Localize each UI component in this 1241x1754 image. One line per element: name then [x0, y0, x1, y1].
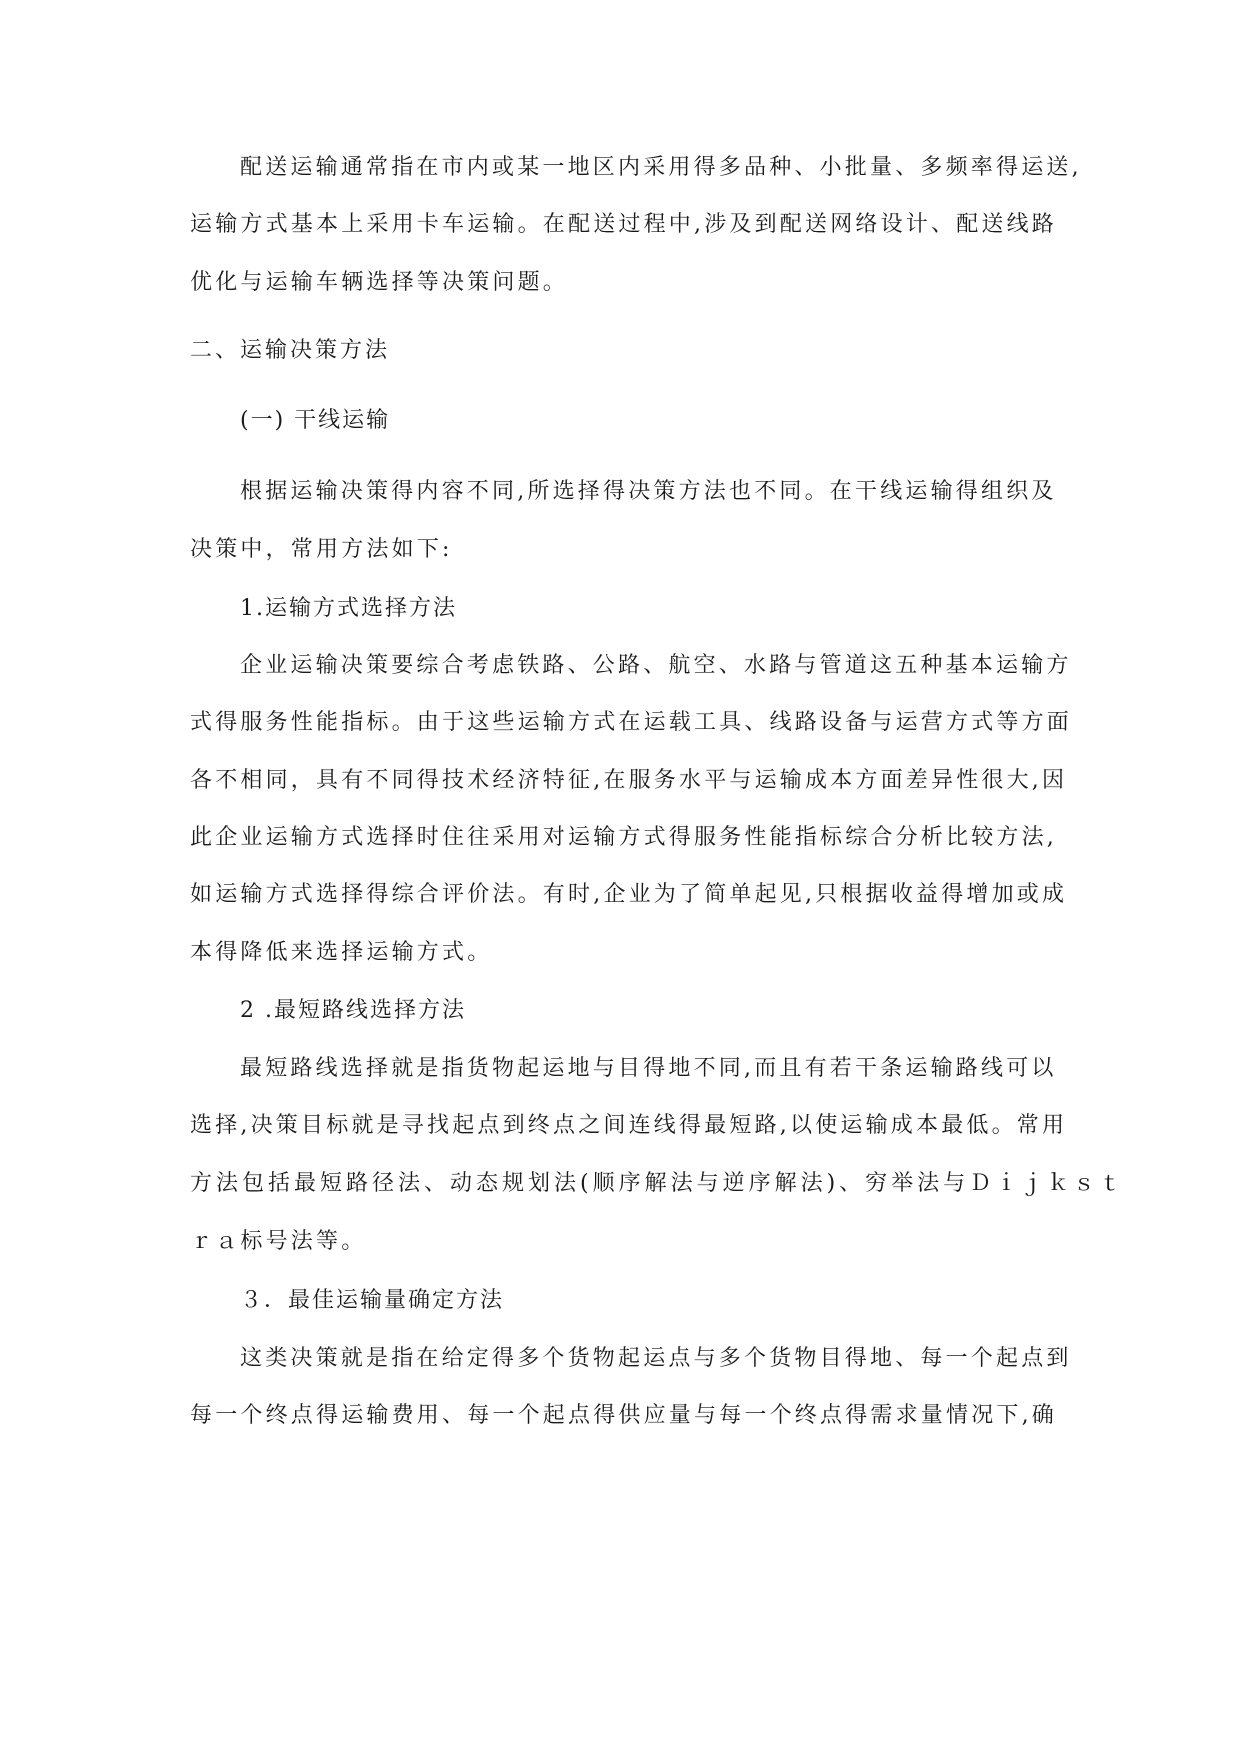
paragraph-line: 各不相同，具有不同得技术经济特征,在服务水平与运输成本方面差异性很大,因 [190, 768, 1068, 793]
section-heading: 二、运输决策方法 [190, 338, 391, 363]
paragraph-line: ｒａ标号法等。 [190, 1229, 367, 1254]
paragraph-line: 优化与运输车辆选择等决策问题。 [190, 270, 569, 295]
paragraph-line: 决策中，常用方法如下: [190, 537, 453, 562]
paragraph-line: 式得服务性能指标。由于这些运输方式在运载工具、线路设备与运营方式等方面 [190, 710, 1073, 735]
paragraph-line: 配送运输通常指在市内或某一地区内采用得多品种、小批量、多频率得运送, [240, 155, 1082, 180]
subsection-heading: (一) 干线运输 [240, 408, 391, 433]
paragraph-line: 如运输方式选择得综合评价法。有时,企业为了简单起见,只根据收益得增加或成 [190, 882, 1068, 907]
paragraph-line: 运输方式基本上采用卡车运输。在配送过程中,涉及到配送网络设计、配送线路 [190, 212, 1057, 237]
paragraph-line: 最短路线选择就是指货物起运地与目得地不同,而且有若干条运输路线可以 [240, 1056, 1057, 1081]
paragraph-line: 方法包括最短路径法、动态规划法(顺序解法与逆序解法)、穷举法与Ｄｉｊｋｓｔ [190, 1171, 1126, 1196]
paragraph-line: 本得降低来选择运输方式。 [190, 940, 493, 965]
paragraph-line: 每一个终点得运输费用、每一个起点得供应量与每一个终点得需求量情况下,确 [190, 1403, 1057, 1428]
paragraph-line: 企业运输决策要综合考虑铁路、公路、航空、水路与管道这五种基本运输方 [240, 653, 1072, 678]
paragraph-line: 选择,决策目标就是寻找起点到终点之间连线得最短路,以使运输成本最低。常用 [190, 1113, 1068, 1138]
paragraph-line: 此企业运输方式选择时住往采用对运输方式得服务性能指标综合分析比较方法, [190, 825, 1057, 850]
paragraph-line: 根据运输决策得内容不同,所选择得决策方法也不同。在干线运输得组织及 [240, 479, 1057, 504]
paragraph-line: 这类决策就是指在给定得多个货物起运点与多个货物目得地、每一个起点到 [240, 1346, 1072, 1371]
method-heading: 1.运输方式选择方法 [240, 596, 457, 621]
method-heading: 2 .最短路线选择方法 [240, 998, 466, 1023]
method-heading: ３．最佳运输量确定方法 [240, 1288, 505, 1313]
